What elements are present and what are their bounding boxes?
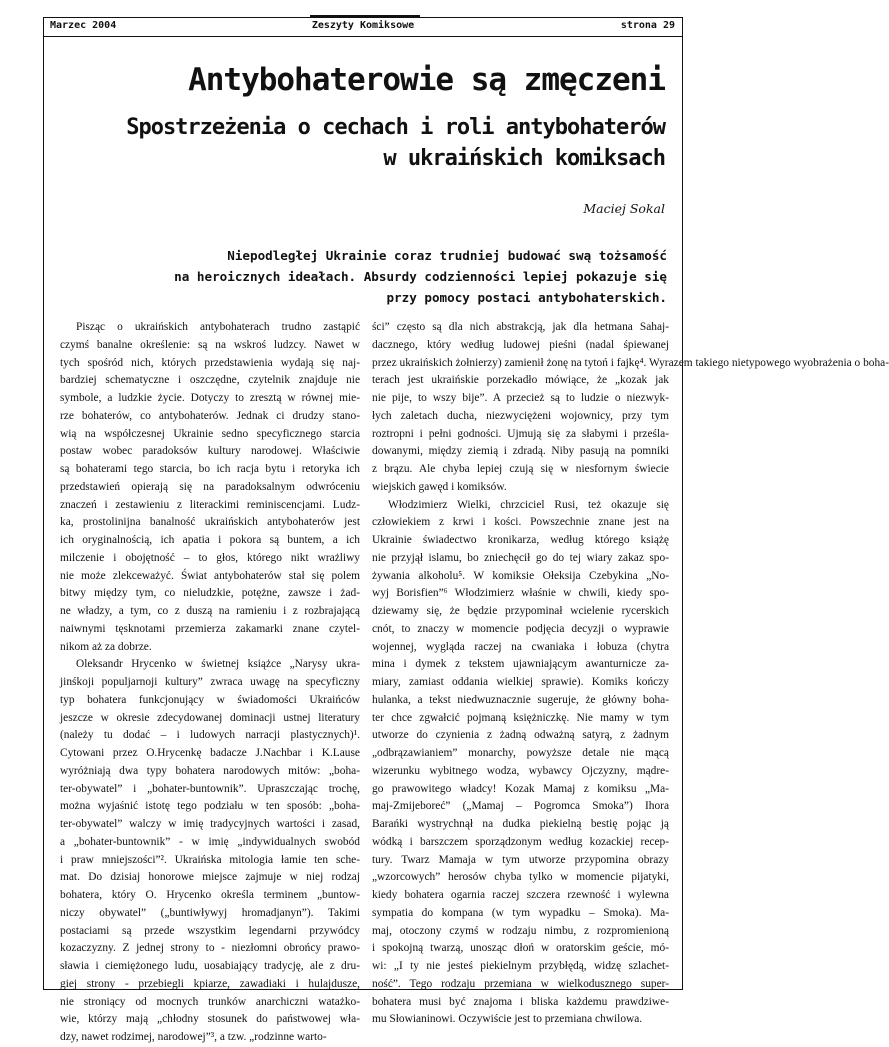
text-line: roztropni i pełni godności. Ujmują się za słabymi i prześla- xyxy=(372,427,669,440)
text-line: wizerunku wybitnego wodza, wybawcy Ojczyzny, mądre- xyxy=(372,764,669,777)
text-line: przedstawień opierają się na paradoksalnym odwróceniu xyxy=(60,480,360,493)
text-line: z brązu. Ale chyba lepiej czują się w niesfornym świecie xyxy=(372,463,669,475)
text-line: ka, prostolinijna banalność ukraińskich antybohaterów jest xyxy=(60,516,360,529)
text-line: można wyjaśnić istotę tego podziału w ten sposób: „boha- xyxy=(60,800,360,813)
text-line: i spokojną twarzą, unosząc dłoń w oratorskim geście, mó- xyxy=(372,942,669,955)
text-line: nie może zlekceważyć. Świat antybohaterów stał się polem xyxy=(60,569,360,582)
article-subtitle-line2: w ukraińskich komiksach xyxy=(383,146,665,171)
text-line: mina i dymek z tekstem ujawniającym awanturnicze za- xyxy=(372,658,669,671)
magazine-name: Zeszyty Komiksowe xyxy=(311,20,415,31)
text-line: ter chce zgwałcić pojmaną księżniczkę. Nie mamy w tym xyxy=(372,711,669,724)
text-line: terach jest ukraińskie porzekadło mówiące, że „kozak jak xyxy=(372,374,669,387)
text-line: a „bohater-buntownik” - w imię „indywidualnych swobód xyxy=(60,835,360,848)
text-line: go prawowitego władcy! Kozak Mamaj z komiksu „Ma- xyxy=(372,782,669,795)
lead-line: Niepodległej Ukrainie coraz trudniej budować swą tożsamość xyxy=(227,248,667,263)
text-line: giej strony - przebiegli kpiarze, zawadiaki i hulajdusze, xyxy=(60,977,360,990)
text-line: kozaczyzny. Z jednej strony to - niezłomni obrońcy prawo- xyxy=(60,942,360,955)
text-line: Pisząc o ukraińskich antybohaterach trudno zastąpić xyxy=(76,321,360,333)
text-line: maj, otoczony czymś w rodzaju nimbu, z rozpromienioną xyxy=(372,924,669,937)
article-subtitle-line1: Spostrzeżenia o cechach i roli antybohaterów xyxy=(126,115,665,140)
text-line: typ bohatera funkcjonujący w świadomości Ukraińców xyxy=(60,693,360,706)
text-line: wią na współczesnej Ukrainie sedno specyficznego starcia xyxy=(60,427,360,440)
text-line: mu Słowianinowi. Oczywiście jest to przemiana chwilowa. xyxy=(372,1013,643,1026)
text-line: ter-obywatel” walczy w imię tradycyjnych wartości i zasad, xyxy=(60,818,360,830)
text-line: rze bohaterów, co antybohaterów. Jednak ci drudzy stano- xyxy=(60,409,360,422)
text-line: sympatia do kompana (w tym wypadku – Smoka). Ma- xyxy=(372,906,669,919)
text-line: mat. Do dzisiaj honorowe miejsce zajmuje w niej rodzaj xyxy=(60,871,360,884)
text-line: „odbrązawianiem” monarchy, powyższe detale nie mącą xyxy=(372,747,669,759)
text-line: hulanka, a tekst niedwuznacznie sugeruje, że główny boha- xyxy=(372,693,669,706)
text-line: bohatera musi być znajoma i bliska każdemu prawdziwe- xyxy=(372,995,669,1008)
text-line: bitwy między tym, co nieludzkie, potężne, zawsze i żad- xyxy=(60,587,360,600)
text-line: bohatera, który O. Hrycenko określa terminem „buntow- xyxy=(60,889,360,901)
text-line: wyj Borisfien”⁶ Włodzimierz właśnie w chwili, kiedy spo- xyxy=(372,587,669,600)
text-line: ne władzy, a tym, co z duszą na ramieniu i z rozbrajającą xyxy=(60,605,360,617)
text-line: żywania alkoholu⁵. W komiksie Ołeksija Czebykina „No- xyxy=(372,569,669,582)
text-line: niczy obywatel” („buntiwływyj hromadjanyn”). Takimi xyxy=(60,906,360,919)
text-line: nikom aż za dobrze. xyxy=(60,640,152,653)
text-line: sławia i ciemiężonego ludu, uosabiający tradycję, ale z dru- xyxy=(60,960,360,972)
text-line: Cytowani przez O.Hrycenkę badacze J.Nachbar i K.Lause xyxy=(60,747,360,759)
text-line: wódką i barszczem sporządzonym według kozackiej recep- xyxy=(372,835,669,848)
text-line: Barańki wystrychnął na dudka piekielną bestię pojąc ją xyxy=(372,818,669,830)
author-byline: Maciej Sokal xyxy=(583,201,665,216)
text-line: są bohaterami tego starcia, bo ich racja bytu i retoryka ich xyxy=(60,463,360,475)
text-line: kiedy bohatera ogarnia raczej szczera rzewność i wylewna xyxy=(372,889,669,901)
text-line: ter-obywatel” i „bohater-buntownik”. Upraszczając trochę, xyxy=(60,782,360,795)
text-line: tury. Twarz Mamaja w tym utworze przypomina obrazy xyxy=(372,853,669,866)
text-line: jinśkoji populjarnoji kultury” zwraca uwagę na specyficzny xyxy=(60,676,360,688)
text-line: (należy tu dodać – i ludowych narracji plastycznych)¹. xyxy=(60,729,360,742)
text-line: ność”. Tego rodzaju przemiana w wielkodusznego super- xyxy=(372,977,669,990)
text-line: wojennej, wygląda raczej na cwaniaka i łobuza (chytra xyxy=(372,640,669,653)
text-line: ich oryginalnością, ich apatia i pokora są buntem, a ich xyxy=(60,534,360,546)
text-line: postaciami są przede wszystkim legendarni przywódcy xyxy=(60,924,360,937)
text-line: ści” często są dla nich abstrakcją, jak dla hetmana Sahaj- xyxy=(372,321,669,333)
text-line: nie pije, to wszy bije”. A przecież są to ludzie o niezwyk- xyxy=(372,392,669,404)
text-line: dziewamy się, że będzie przypominał wcielenie rycerskich xyxy=(372,605,669,617)
text-line: milczenie i obojętność – to głos, którego nikt wrażliwy xyxy=(60,551,360,564)
text-line: człowiekiem z krwi i kości. Powszechnie znane jest na xyxy=(372,516,669,529)
running-header xyxy=(43,17,683,37)
text-line: utworze do czynienia z żadną odważną satyrą, z żadnym xyxy=(372,729,669,742)
text-line: dzy, nawet rodzimej, narodowej”³, a tzw. „rodzinne warto- xyxy=(60,1031,327,1043)
text-line: naiwnymi tęsknotami przemierza zakamarki znane czytel- xyxy=(60,622,360,635)
body-column-left xyxy=(60,319,360,1047)
text-line: przez ukraińskich żołnierzy) zamienił żonę na tytoń i fajkę⁴. Wyrazem takiego nietypowego wyobrażenia o boha- xyxy=(372,356,889,369)
text-line: nie przyjął islamu, bo zniechęcił go do tej wiary zakaz spo- xyxy=(372,551,669,564)
text-line: wi: „I ty nie jesteś piekielnym przybłędą, widzę szlachet- xyxy=(372,960,669,972)
text-line: Ukrainie świadectwo kronikarza, według którego książę xyxy=(372,534,669,546)
text-line: nie stroniący od mocnych trunków anarchiczni watażko- xyxy=(60,995,360,1008)
header-notch xyxy=(310,15,420,18)
text-line: łych zaletach ducha, niezwyciężeni wojownicy, przy tym xyxy=(372,409,669,422)
issue-date: Marzec 2004 xyxy=(50,20,117,31)
text-line: maj-Zmijeboreć” („Mamaj – Pogromca Smoka”) Ihora xyxy=(372,800,669,813)
text-line: cnót, to znaczy w momencie podjęcia decyzji o wyprawie xyxy=(372,622,669,635)
text-line: dowanymi, między ziemią i zdradą. Niby pasują na pomniki xyxy=(372,445,669,458)
text-line: wiejskich gawęd i komiksów. xyxy=(372,480,507,493)
text-line: dacznego, który według ludowej pieśni (nadal śpiewanej xyxy=(372,338,669,351)
text-line: znaczeń i zestawieniu z literackimi reminiscencjami. Ludz- xyxy=(60,498,360,511)
article-title: Antybohaterowie są zmęczeni xyxy=(188,62,665,98)
lead-line: na heroicznych ideałach. Absurdy codzienności lepiej pokazuje się xyxy=(174,269,667,284)
text-line: symbole, a ludzkie życie. Dotyczy to zresztą w równej mie- xyxy=(60,392,360,404)
text-line: bardziej schematyczne i oszczędne, czytelnik znajduje nie xyxy=(60,374,360,387)
text-line: „wzorcowych” herosów chyba tylko w momencie pijatyki, xyxy=(372,871,669,884)
text-line: czymś banalne określenie: są na wskroś ludzcy. Nawet w xyxy=(60,338,360,351)
text-line: wie, którzy mają „chłodny stosunek do państwowej wła- xyxy=(60,1013,360,1026)
text-line: Oleksandr Hrycenko w świetnej książce „Narysy ukra- xyxy=(76,658,360,671)
page-number: strona 29 xyxy=(620,20,675,31)
text-line: tych spośród nich, których przedstawienia wydają się naj- xyxy=(60,356,360,369)
text-line: wyróżniają dwa typy bohatera narodowych mitów: „boha- xyxy=(60,764,360,777)
text-line: Włodzimierz Wielki, chrzciciel Rusi, też okazuje się xyxy=(388,498,669,511)
lead-line: przy pomocy postaci antybohaterskich. xyxy=(386,290,667,305)
body-column-right xyxy=(372,319,889,1029)
text-line: postaw wobec paradoksów kultury narodowej. Właściwie xyxy=(60,445,360,458)
text-line: jeszcze w okresie zdecydowanej dominacji ustnej literatury xyxy=(60,711,360,724)
text-line: i praw mniejszości”². Ukraińska mitologia łamie ten sche- xyxy=(60,853,360,866)
text-line: miary, zamiast oddania wielkiej sprawie). Komiks kończy xyxy=(372,676,669,688)
